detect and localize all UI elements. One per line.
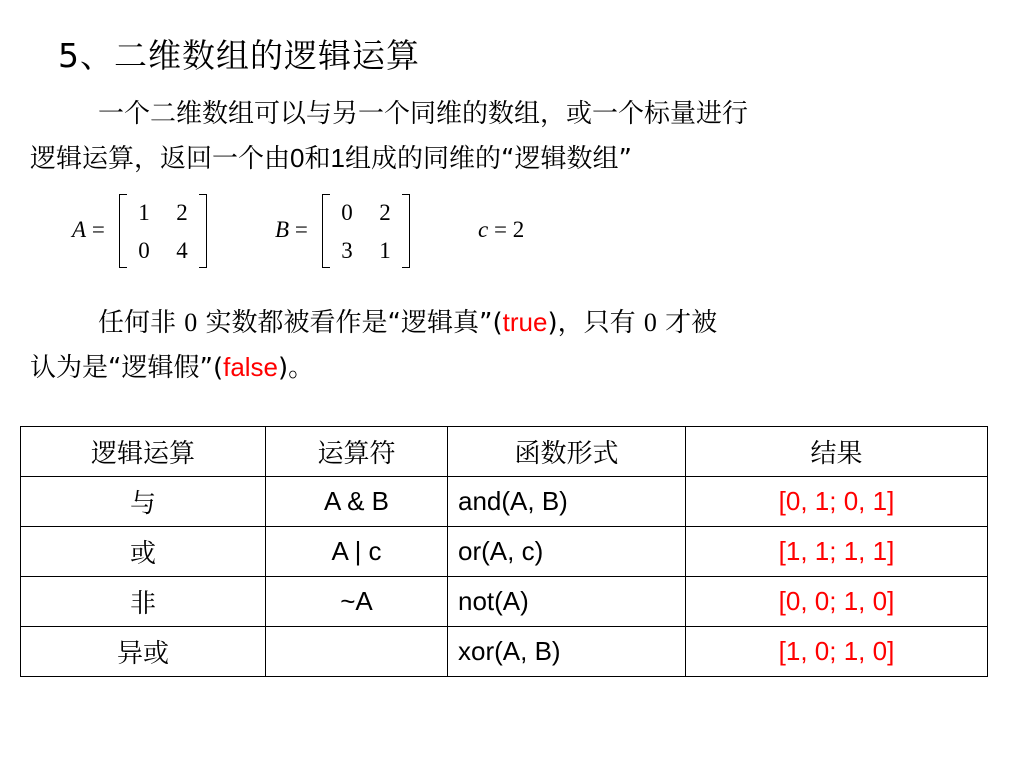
cell-function: or(A, c) <box>448 527 686 577</box>
matrix-b-label: B <box>275 217 290 242</box>
intro-line-1: 一个二维数组可以与另一个同维的数组，或一个标量进行 <box>98 99 749 129</box>
cell-function: not(A) <box>448 577 686 627</box>
truth-text: 才被 <box>665 308 718 338</box>
intro-paragraph <box>30 92 980 181</box>
matrix-a-cell: 4 <box>176 238 188 263</box>
cell-operator: A | c <box>266 527 448 577</box>
table-row <box>21 477 988 527</box>
scalar-c-label: c <box>478 217 489 242</box>
matrix-b-equals: = <box>294 217 308 242</box>
cell-function: and(A, B) <box>448 477 686 527</box>
cell-result: [0, 1; 0, 1] <box>686 477 988 527</box>
matrix-a-cell: 0 <box>138 238 150 263</box>
matrix-a-label: A <box>72 217 87 242</box>
intro-one: 1 <box>330 143 345 173</box>
intro-line-2a: 逻辑运算，返回一个由 <box>30 144 291 174</box>
cell-operation: 异或 <box>21 627 266 677</box>
matrix-a-cell: 1 <box>138 200 150 225</box>
table-row <box>21 527 988 577</box>
cell-operation: 或 <box>21 527 266 577</box>
truth-zero: 0 <box>184 308 198 337</box>
matrix-b-cell: 0 <box>341 200 353 225</box>
truth-text: 实数都被看作是“逻辑真”( <box>205 308 503 338</box>
truth-zero: 0 <box>643 308 657 337</box>
table-header-row <box>21 427 988 477</box>
cell-result: [1, 0; 1, 0] <box>686 627 988 677</box>
cell-operation: 非 <box>21 577 266 627</box>
cell-operator <box>266 627 448 677</box>
true-keyword: true <box>502 307 548 337</box>
cell-function: xor(A, B) <box>448 627 686 677</box>
matrix-b-left-bracket <box>322 194 330 268</box>
cell-result: [0, 0; 1, 0] <box>686 577 988 627</box>
intro-zero: 0 <box>290 143 305 173</box>
truth-text: )，只有 <box>547 308 636 338</box>
false-keyword: false <box>223 352 279 382</box>
cell-operator: ~A <box>266 577 448 627</box>
header-function: 函数形式 <box>448 427 686 477</box>
header-result: 结果 <box>686 427 988 477</box>
truth-paragraph <box>30 300 980 390</box>
slide-title: 5、二维数组的逻辑运算 <box>58 36 420 75</box>
scalar-c-value: = 2 <box>493 217 525 242</box>
scalar-c-equation <box>478 217 524 243</box>
matrix-a-cell: 2 <box>176 200 188 225</box>
intro-line-2b: 和 <box>304 144 331 174</box>
matrix-a <box>119 194 207 270</box>
logic-ops-table <box>20 426 988 677</box>
matrix-b <box>322 194 410 270</box>
header-operator: 运算符 <box>266 427 448 477</box>
table-row <box>21 577 988 627</box>
matrix-b-cell: 2 <box>379 200 391 225</box>
matrix-b-right-bracket <box>402 194 410 268</box>
matrix-a-right-bracket <box>199 194 207 268</box>
intro-line-2c: 组成的同维的“逻辑数组” <box>344 144 632 174</box>
truth-text: )。 <box>278 353 315 383</box>
cell-operator: A & B <box>266 477 448 527</box>
truth-text: 任何非 <box>98 308 177 338</box>
matrix-b-cell: 3 <box>341 238 353 263</box>
matrix-a-left-bracket <box>119 194 127 268</box>
truth-text: 认为是“逻辑假”( <box>30 353 224 383</box>
cell-operation: 与 <box>21 477 266 527</box>
matrix-a-equals: = <box>91 217 105 242</box>
header-operation: 逻辑运算 <box>21 427 266 477</box>
table-row <box>21 627 988 677</box>
cell-result: [1, 1; 1, 1] <box>686 527 988 577</box>
matrix-b-cell: 1 <box>379 238 391 263</box>
